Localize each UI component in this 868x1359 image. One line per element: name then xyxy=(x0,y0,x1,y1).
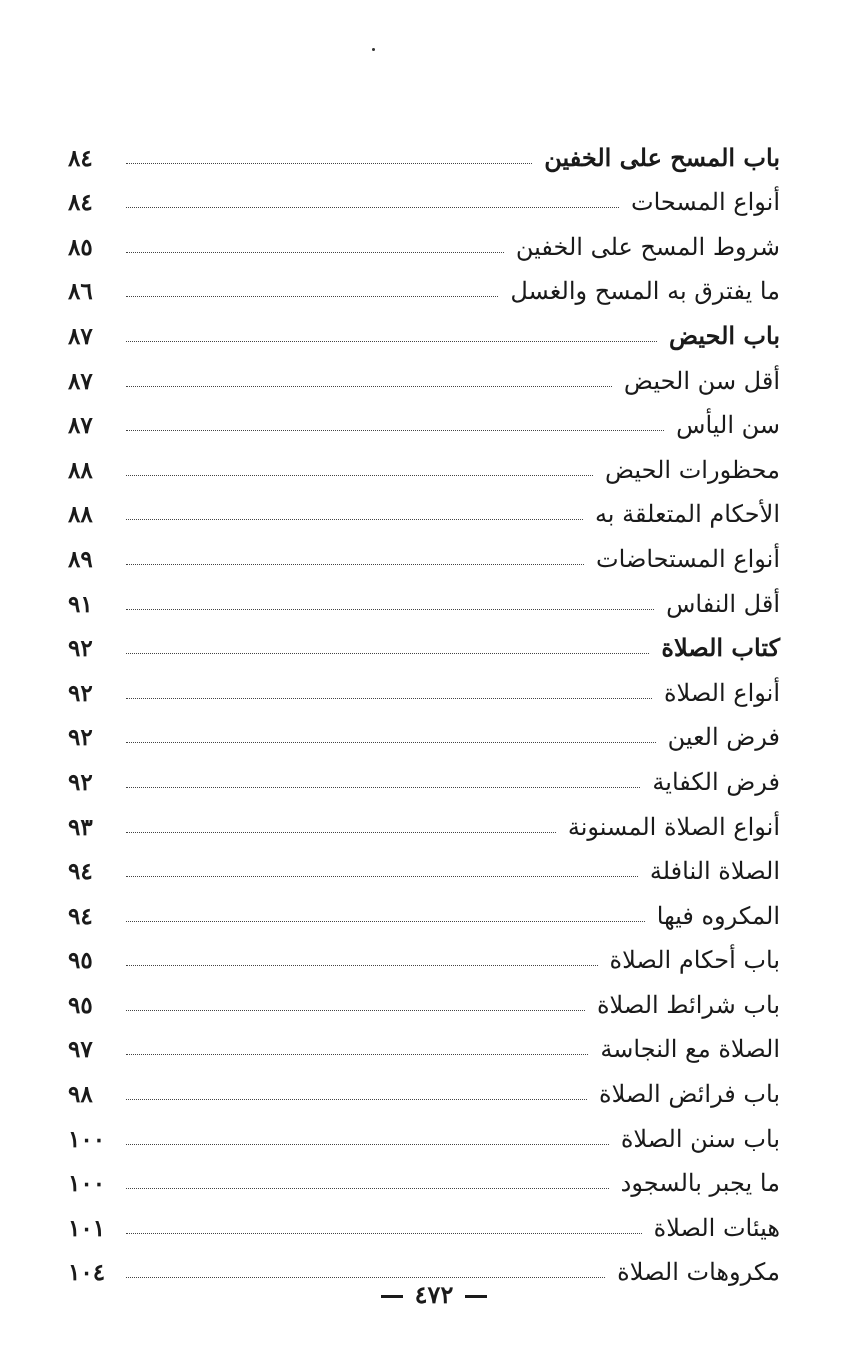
toc-entry-page: ٩٤ xyxy=(68,902,93,930)
toc-entry-page: ٨٥ xyxy=(68,233,93,261)
ink-speck xyxy=(372,48,375,51)
footer-dash-right xyxy=(465,1295,487,1298)
toc-entry xyxy=(68,176,780,221)
toc-dot-leader xyxy=(126,564,584,565)
toc-dot-leader xyxy=(126,475,593,476)
toc-dot-leader xyxy=(126,609,654,610)
toc-dot-leader xyxy=(126,832,556,833)
toc-entry-title: الأحكام المتعلقة به xyxy=(594,500,780,529)
toc-entry xyxy=(68,845,780,890)
toc-dot-leader xyxy=(126,653,649,654)
toc-entry-page: ٩٥ xyxy=(68,947,93,975)
toc-entry-title: ما يفترق به المسح والغسل xyxy=(510,277,780,306)
toc-entry xyxy=(68,443,780,488)
toc-dot-leader xyxy=(126,430,664,431)
toc-dot-leader xyxy=(126,1144,609,1145)
toc-dot-leader xyxy=(126,519,583,520)
toc-entry-title: هيئات الصلاة xyxy=(653,1213,780,1242)
toc-entry xyxy=(68,265,780,310)
toc-entry xyxy=(68,711,780,756)
toc-entry-page: ٩٧ xyxy=(68,1036,93,1064)
toc-entry-page: ١٠٤ xyxy=(68,1259,106,1287)
toc-entry xyxy=(68,309,780,354)
toc-entry xyxy=(68,488,780,533)
toc-dot-leader xyxy=(126,252,504,253)
toc-entry-page: ٨٦ xyxy=(68,278,93,306)
toc-entry-page: ٩٨ xyxy=(68,1081,93,1109)
toc-entry-page: ١٠٠ xyxy=(68,1170,106,1198)
toc-entry xyxy=(68,889,780,934)
toc-entry-title: أنواع المستحاضات xyxy=(596,544,780,573)
footer-dash-left xyxy=(381,1295,403,1298)
toc-entry-title: أقل سن الحيض xyxy=(623,366,780,395)
toc-entry xyxy=(68,131,780,176)
toc-entry xyxy=(68,666,780,711)
toc-entry-title: أنواع الصلاة xyxy=(663,678,780,707)
toc-entry-page: ٩٢ xyxy=(68,724,93,752)
toc-entry xyxy=(68,1201,780,1246)
toc-entry xyxy=(68,800,780,845)
toc-entry-title: سن اليأس xyxy=(676,411,780,440)
toc-entry-title: كتاب الصلاة xyxy=(661,633,780,663)
toc-entry-page: ٩٢ xyxy=(68,679,93,707)
toc-entry xyxy=(68,532,780,577)
toc-entry-page: ٩٣ xyxy=(68,813,93,841)
toc-entry xyxy=(68,354,780,399)
toc-entry-title: باب المسح على الخفين xyxy=(544,142,780,172)
toc-entry-page: ١٠٠ xyxy=(68,1125,106,1153)
toc-dot-leader xyxy=(126,1233,642,1234)
toc-entry xyxy=(68,577,780,622)
toc-entry-title: ما يجبر بالسجود xyxy=(620,1169,780,1198)
toc-entry-page: ٨٤ xyxy=(68,189,93,217)
toc-entry xyxy=(68,1067,780,1112)
toc-entry-page: ٩٥ xyxy=(68,991,93,1019)
toc-entry-title: محظورات الحيض xyxy=(604,455,780,484)
toc-entry-page: ٩١ xyxy=(68,590,93,618)
toc-entry-page: ٨٨ xyxy=(68,456,93,484)
toc-entry xyxy=(68,1112,780,1157)
toc-dot-leader xyxy=(126,207,619,208)
toc-entry-title: باب أحكام الصلاة xyxy=(609,946,780,975)
toc-entry-title: فرض الكفاية xyxy=(652,767,780,796)
page-footer xyxy=(0,1280,868,1309)
toc-entry-title: المكروه فيها xyxy=(656,901,780,930)
toc-dot-leader xyxy=(126,965,598,966)
toc-dot-leader xyxy=(126,296,498,297)
toc-dot-leader xyxy=(126,1010,585,1011)
toc-entry-page: ٩٤ xyxy=(68,858,93,886)
toc-entry-title: أقل النفاس xyxy=(666,589,780,618)
toc-entry-page: ٨٤ xyxy=(68,144,93,172)
toc-entry xyxy=(68,1023,780,1068)
toc-dot-leader xyxy=(126,1099,587,1100)
toc-entry-title: الصلاة النافلة xyxy=(649,857,780,886)
toc-entry xyxy=(68,978,780,1023)
toc-entry-title: مكروهات الصلاة xyxy=(617,1258,780,1287)
toc-entry-page: ٩٢ xyxy=(68,768,93,796)
toc-dot-leader xyxy=(126,341,657,342)
toc-entry-page: ٨٧ xyxy=(68,322,93,350)
toc-dot-leader xyxy=(126,1188,609,1189)
toc-entry-page: ٩٢ xyxy=(68,635,93,663)
toc-dot-leader xyxy=(126,876,638,877)
toc-entry-title: باب الحيض xyxy=(668,320,780,350)
toc-entry-page: ٨٨ xyxy=(68,501,93,529)
toc-entry-title: باب سنن الصلاة xyxy=(620,1124,780,1153)
toc-entry-title: أنواع الصلاة المسنونة xyxy=(567,812,780,841)
toc-entry xyxy=(68,934,780,979)
toc-entry xyxy=(68,622,780,667)
table-of-contents xyxy=(68,131,780,1290)
toc-entry-title: الصلاة مع النجاسة xyxy=(600,1035,780,1064)
toc-entry-title: أنواع المسحات xyxy=(630,188,780,217)
toc-dot-leader xyxy=(126,921,645,922)
toc-entry-title: فرض العين xyxy=(667,723,780,752)
toc-entry-page: ١٠١ xyxy=(68,1214,106,1242)
toc-entry-page: ٨٧ xyxy=(68,412,93,440)
toc-dot-leader xyxy=(126,1054,588,1055)
toc-entry xyxy=(68,399,780,444)
toc-dot-leader xyxy=(126,698,652,699)
toc-dot-leader xyxy=(126,386,612,387)
toc-dot-leader xyxy=(126,787,640,788)
toc-entry-title: باب فرائض الصلاة xyxy=(599,1080,780,1109)
toc-dot-leader xyxy=(126,742,656,743)
footer-page-number: ٤٧٢ xyxy=(414,1280,454,1309)
toc-entry xyxy=(68,1157,780,1202)
toc-dot-leader xyxy=(126,1277,605,1278)
toc-entry-title: باب شرائط الصلاة xyxy=(596,990,780,1019)
toc-entry-page: ٨٧ xyxy=(68,367,93,395)
toc-entry xyxy=(68,755,780,800)
toc-entry-title: شروط المسح على الخفين xyxy=(515,232,780,261)
toc-dot-leader xyxy=(126,163,532,164)
toc-entry xyxy=(68,220,780,265)
toc-entry-page: ٨٩ xyxy=(68,545,93,573)
